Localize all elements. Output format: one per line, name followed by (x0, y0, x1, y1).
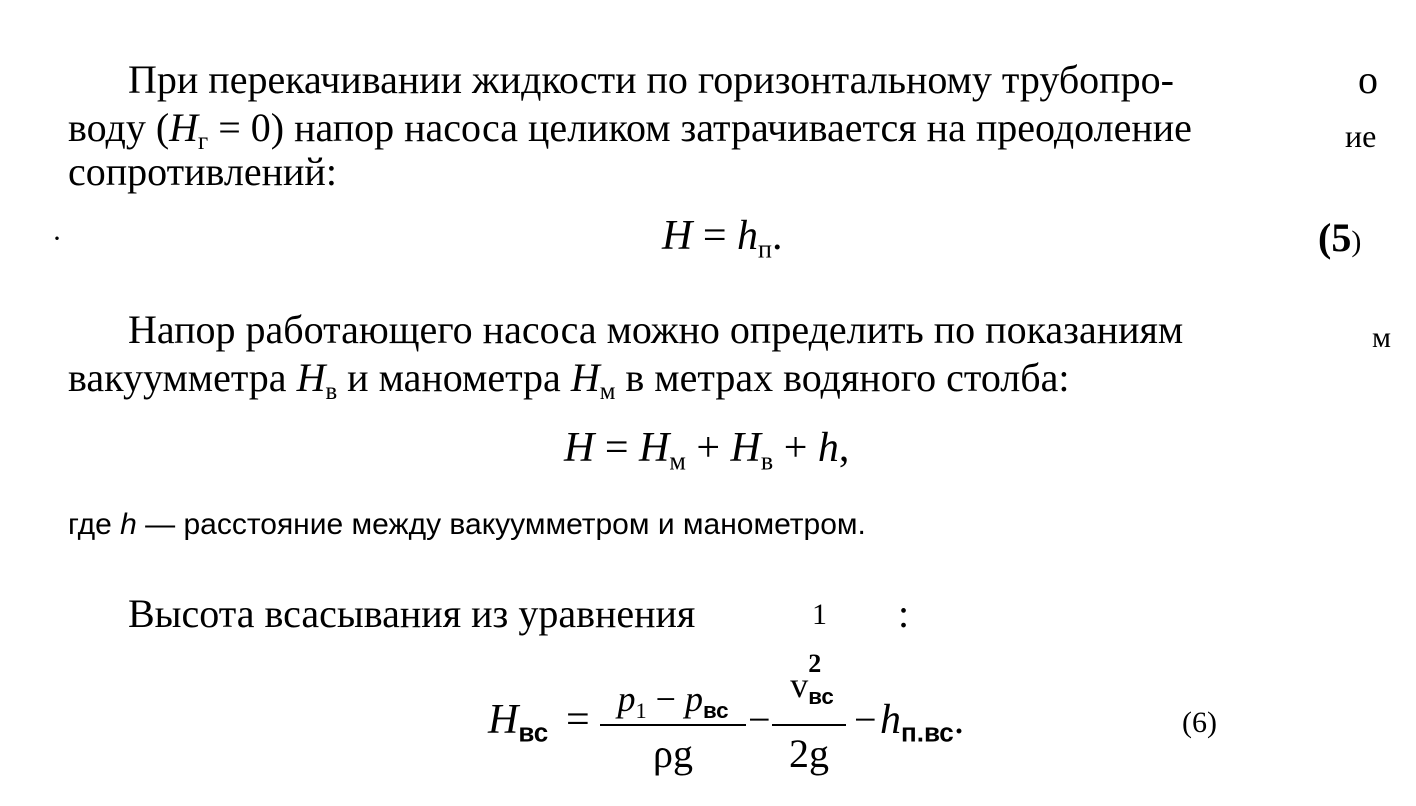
paragraph-1-line-1 (128, 56, 1174, 104)
eq6-fraction-1-numerator: $p_1 - p_{вс}$ (617, 679, 729, 724)
paragraph-1-line-2: воду $(H_г = 0)$ напор насоса целиком затрачивается на преодоление (68, 105, 1192, 155)
equation-5-number: (5) (1318, 215, 1362, 260)
stray-dot: · (52, 222, 62, 255)
eq6-h-term: $h_{п.вс}$. (880, 697, 965, 748)
equation-pressure: $H = H_м + H_в + h$, (564, 425, 850, 476)
eq6-equals: = (566, 697, 590, 743)
paragraph-1-line-3: сопротивлений: (68, 149, 337, 194)
paragraph-2-overflow: м (1372, 321, 1391, 354)
eq6-fraction-1-denominator: ρg (653, 731, 693, 776)
paragraph-3-colon: : (898, 591, 910, 636)
eq6-fraction-2-denominator: 2g (789, 731, 829, 776)
eq6-fraction-1-bar (600, 724, 746, 726)
paragraph-2-line-1: Напор работающего насоса можно определить по показаниям (128, 307, 1184, 352)
paragraph-1-overflow-1: о (1358, 57, 1378, 102)
paragraph-3: Высота всасывания из уравнения (128, 591, 696, 636)
paragraph-1-overflow-2: ие (1345, 118, 1377, 154)
eq6-fraction-2-numerator: v 2 $_{вс}$ (790, 649, 834, 710)
equation-5: $H = h_п$. (662, 213, 783, 264)
eq6-minus-1: − (748, 697, 771, 742)
paragraph-2-line-2: вакуумметра $H_в$ и манометра $H_м$ в метрах водяного столба: (68, 355, 1070, 405)
eq6-lhs: $H_{вс}$ (488, 697, 549, 748)
eq6-minus-2: − (854, 697, 877, 742)
symbol-sub-g: г (198, 127, 209, 155)
eq6-fraction-2-bar (772, 724, 846, 726)
equation-6-number: (6) (1182, 706, 1217, 739)
note-line: где h — расстояние между вакуумметром и манометром. (68, 508, 866, 541)
symbol-H: H (169, 105, 199, 150)
paragraph-3-ref: 1 (812, 598, 827, 631)
paragraph-1-line-1-text: При перекачивании жидкости по горизонтальному трубопро- (128, 57, 1174, 102)
